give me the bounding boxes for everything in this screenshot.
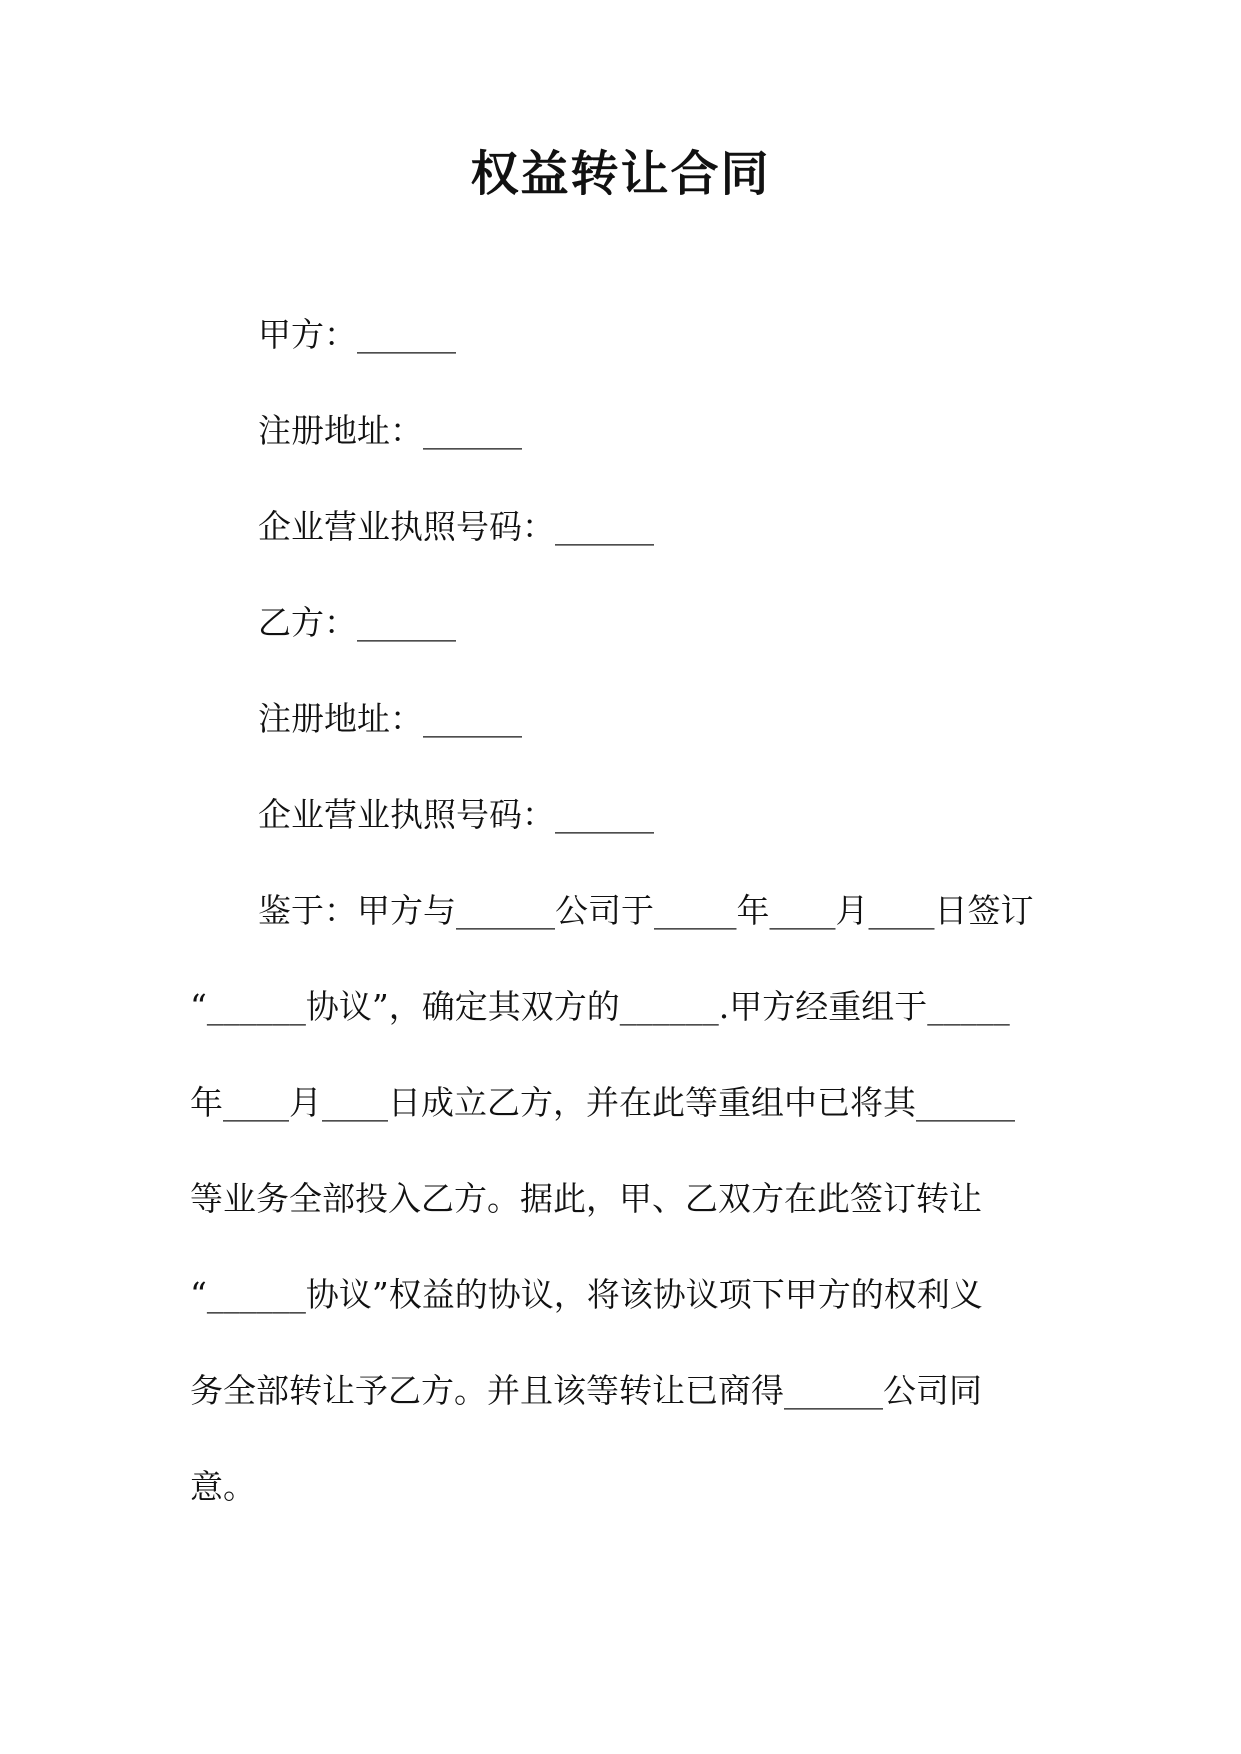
party-b-address-field: 注册地址：______ [258,699,522,738]
party-a-field: 甲方：______ [258,315,456,354]
recital-line: 意。 [190,1467,256,1506]
party-b-field: 乙方：______ [258,603,456,642]
recital-line: 务全部转让予乙方。并且该等转让已商得______公司同 [190,1371,982,1410]
recital-line: “______协议”权益的协议，将该协议项下甲方的权利义 [190,1275,983,1314]
document-title: 权益转让合同 [470,146,771,202]
recital-line: “______协议”，确定其双方的______.甲方经重组于_____ [190,987,1010,1026]
recital-line: 年____月____日成立乙方，并在此等重组中已将其______ [190,1083,1015,1122]
party-a-address-field: 注册地址：______ [258,411,522,450]
party-a-license-field: 企业营业执照号码：______ [258,507,654,546]
party-b-license-field: 企业营业执照号码：______ [258,795,654,834]
recital-line: 等业务全部投入乙方。据此，甲、乙双方在此签订转让 [190,1179,982,1218]
recital-line: 鉴于：甲方与______公司于_____年____月____日签订 [258,891,1034,930]
